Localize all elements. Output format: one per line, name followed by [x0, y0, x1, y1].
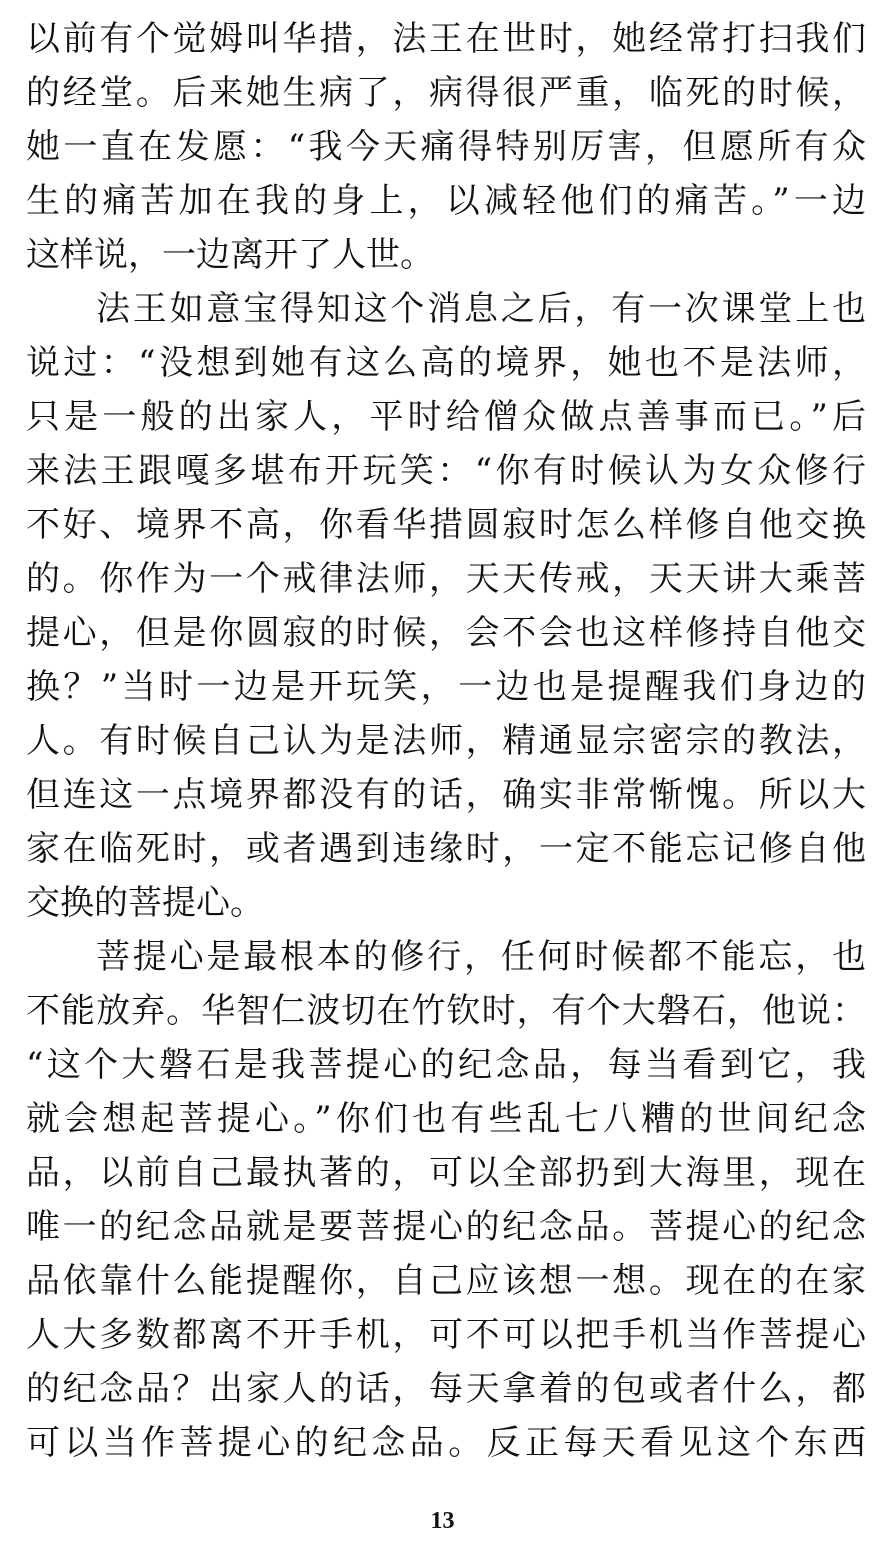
text-line: 来法王跟嘎多堪布开玩笑：“你有时候认为女众修行: [26, 451, 866, 491]
text-line: 提心，但是你圆寂的时候，会不会也这样修持自他交: [26, 613, 866, 653]
text-line: 的经堂。后来她生病了，病得很严重，临死的时候，: [26, 73, 866, 113]
page-number: 13: [430, 1508, 455, 1534]
body-text: [26, 12, 866, 1470]
text-line: 的。你作为一个戒律法师，天天传戒，天天讲大乘菩: [26, 559, 866, 599]
text-line: 可以当作菩提心的纪念品。反正每天看见这个东西: [26, 1423, 866, 1463]
text-line: 不好、境界不高，你看华措圆寂时怎么样修自他交换: [26, 505, 866, 545]
text-line: 以前有个觉姆叫华措，法王在世时，她经常打扫我们: [26, 19, 866, 59]
text-line: “这个大磐石是我菩提心的纪念品，每当看到它，我: [26, 1045, 866, 1085]
text-line: 品依靠什么能提醒你，自己应该想一想。现在的在家: [26, 1261, 866, 1301]
text-line: 但连这一点境界都没有的话，确实非常惭愧。所以大: [26, 775, 866, 815]
text-line: 的纪念品？出家人的话，每天拿着的包或者什么，都: [26, 1369, 866, 1409]
text-line: 人。有时候自己认为是法师，精通显宗密宗的教法，: [26, 721, 866, 761]
text-line: 不能放弃。华智仁波切在竹钦时，有个大磐石，他说：: [26, 991, 866, 1031]
text-line: 人大多数都离不开手机，可不可以把手机当作菩提心: [26, 1315, 866, 1355]
text-line: 这样说，一边离开了人世。: [26, 235, 434, 275]
text-line: 只是一般的出家人，平时给僧众做点善事而已。”后: [26, 397, 866, 437]
text-line: 菩提心是最根本的修行，任何时候都不能忘，也: [96, 937, 866, 977]
text-line: 换？”当时一边是开玩笑，一边也是提醒我们身边的: [26, 667, 866, 707]
text-line: 就会想起菩提心。”你们也有些乱七八糟的世间纪念: [26, 1099, 866, 1139]
text-line: 家在临死时，或者遇到违缘时，一定不能忘记修自他: [26, 829, 866, 869]
text-line: 说过：“没想到她有这么高的境界，她也不是法师，: [26, 343, 866, 383]
text-line: 法王如意宝得知这个消息之后，有一次课堂上也: [96, 289, 866, 329]
text-line: 品，以前自己最执著的，可以全部扔到大海里，现在: [26, 1153, 866, 1193]
text-line: 交换的菩提心。: [26, 883, 264, 923]
text-line: 唯一的纪念品就是要菩提心的纪念品。菩提心的纪念: [26, 1207, 866, 1247]
text-line: 她一直在发愿：“我今天痛得特别厉害，但愿所有众: [26, 127, 866, 167]
text-line: 生的痛苦加在我的身上，以减轻他们的痛苦。”一边: [26, 181, 866, 221]
